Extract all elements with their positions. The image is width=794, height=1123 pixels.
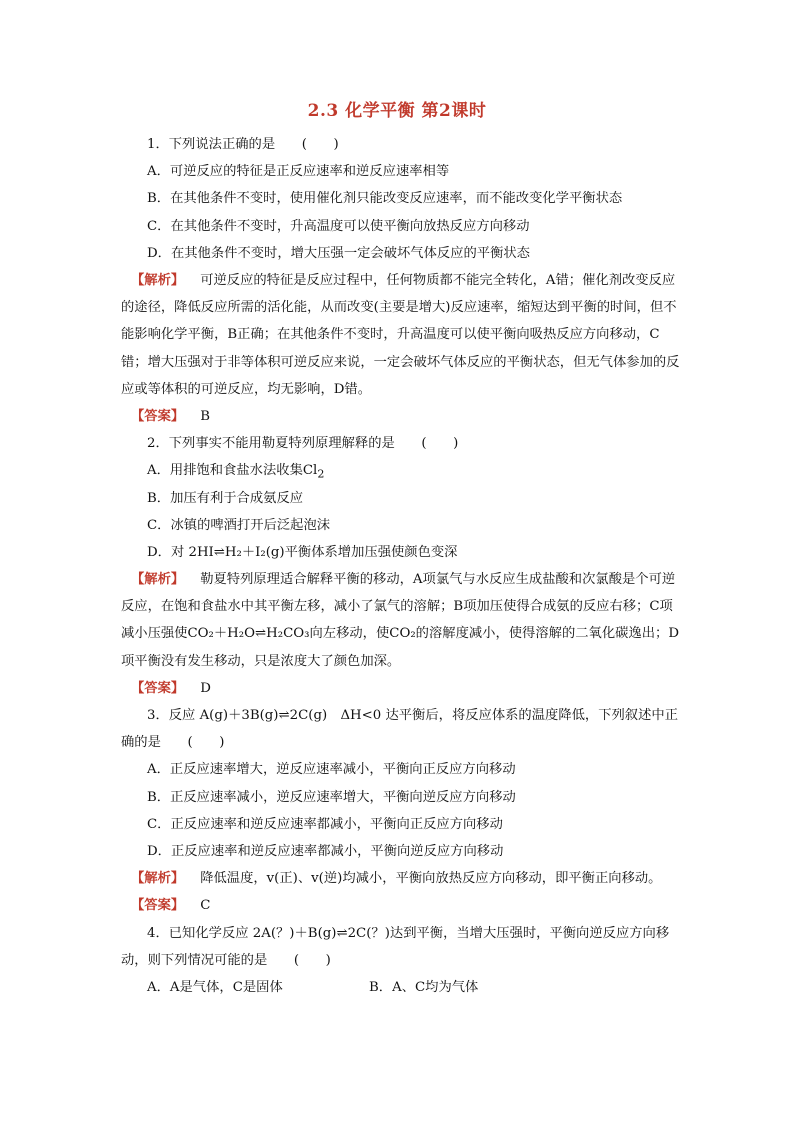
page-title: 2.3 化学平衡 第2课时 (307, 101, 487, 121)
q4-option-a: A．A是气体，C是固体 (147, 980, 283, 996)
q4-options-row (121, 974, 681, 1001)
q2-answer: 【答案】 D (131, 680, 211, 696)
q3-analysis-text: 降低温度，v(正)、v(逆)均减小，平衡向放热反应方向移动，即平衡正向移动。 (200, 871, 662, 887)
question-3: 3．反应 A(g)＋3B(g)⇌2C(g) ΔH<0 达平衡后，将反应体系的温度降低，下列叙述中正确的是 ( ) (121, 708, 678, 751)
q3-option-c: C．正反应速率和逆反应速率都减小，平衡向正反应方向移动 (147, 816, 503, 832)
q2-option-d: D．对 2HI⇌H₂＋I₂(g)平衡体系增加压强使颜色变深 (147, 544, 458, 560)
question-1: 1．下列说法正确的是 ( ) (147, 137, 339, 152)
q3-answer: 【答案】 C (131, 898, 211, 914)
q3-option-a: A．正反应速率增大，逆反应速率减小，平衡向正反应方向移动 (147, 762, 516, 778)
q1-option-a: A．可逆反应的特征是正反应速率和逆反应速率相等 (147, 164, 450, 180)
q1-option-c: C．在其他条件不变时，升高温度可以使平衡向放热反应方向移动 (147, 218, 530, 234)
q3-analysis: 【解析】 降低温度，v(正)、v(逆)均减小，平衡向放热反应方向移动，即平衡正向移动。 (131, 871, 662, 887)
question-4: 4．已知化学反应 2A(？)＋B(g)⇌2C(？)达到平衡，当增大压强时，平衡向逆反应方向移动，则下列情况可能的是 ( ) (121, 925, 670, 968)
q1-answer (121, 403, 681, 430)
q2-analysis: 【解析】 勒夏特列原理适合解释平衡的移动，A项氯气与水反应生成盐酸和次氯酸是个可逆反应，在饱和食盐水中其平衡左移，减小了氯气的溶解；B项加压使得合成氨的反应右移；C项减小压强使CO₂＋H₂O⇌H₂CO₃向左移动，使CO₂的溶解度减小，使得溶解的二氧化碳逸出；D项平衡没有发生移动，只是浓度大了颜色加深。 (121, 572, 679, 669)
question-2: 2．下列事实不能用勒夏特列原理解释的是 ( ) (147, 436, 459, 452)
q2-answer-value: D (200, 680, 211, 696)
q1-analysis-text: 可逆反应的特征是反应过程中，任何物质都不能完全转化，A错；催化剂改变反应的途径，降低反应所需的活化能，从而改变(主要是增大)反应速率，缩短达到平衡的时间，但不能影响化学平衡，B正确；在其他条件不变时，升高温度可以使平衡向吸热反应方向移动，C错；增大压强对于非等体积可逆反应来说，一定会破坏气体反应的平衡状态，但无气体参加的反应或等体积的可逆反应，均无影响，D错。 (121, 272, 680, 397)
q1-option-b: B．在其他条件不变时，使用催化剂只能改变反应速率，而不能改变化学平衡状态 (147, 191, 623, 207)
analysis-label: 【解析】 (131, 272, 185, 288)
q4-option-b: B．A、C均为气体 (369, 980, 479, 996)
q2-option-a-formula: Cl (302, 463, 318, 479)
q1-answer-value: B (200, 408, 210, 424)
q3-option-d: D．正反应速率和逆反应速率都减小，平衡向逆反应方向移动 (147, 844, 504, 860)
q2-option-b: B．加压有利于合成氨反应 (147, 490, 304, 506)
q1-option-d: D．在其他条件不变时，增大压强一定会破坏气体反应的平衡状态 (147, 245, 530, 261)
q2-option-a: A．用排饱和食盐水法收集$Cl_2$ (147, 463, 325, 481)
exercise-content (121, 131, 681, 1001)
q1-analysis (121, 267, 681, 403)
q2-option-c: C．冰镇的啤酒打开后泛起泡沫 (147, 517, 331, 533)
q3-answer-value: C (200, 898, 211, 914)
answer-label: 【答案】 (131, 408, 185, 424)
q3-option-b: B．正反应速率减小，逆反应速率增大，平衡向逆反应方向移动 (147, 789, 516, 805)
q2-analysis-text: 勒夏特列原理适合解释平衡的移动，A项氯气与水反应生成盐酸和次氯酸是个可逆反应，在饱和食盐水中其平衡左移，减小了氯气的溶解；B项加压使得合成氨的反应右移；C项减小压强使CO₂＋H₂O⇌H₂CO₃向左移动，使CO₂的溶解度减小，使得溶解的二氧化碳逸出；D项平衡没有发生移动，只是浓度大了颜色加深。 (121, 572, 679, 669)
